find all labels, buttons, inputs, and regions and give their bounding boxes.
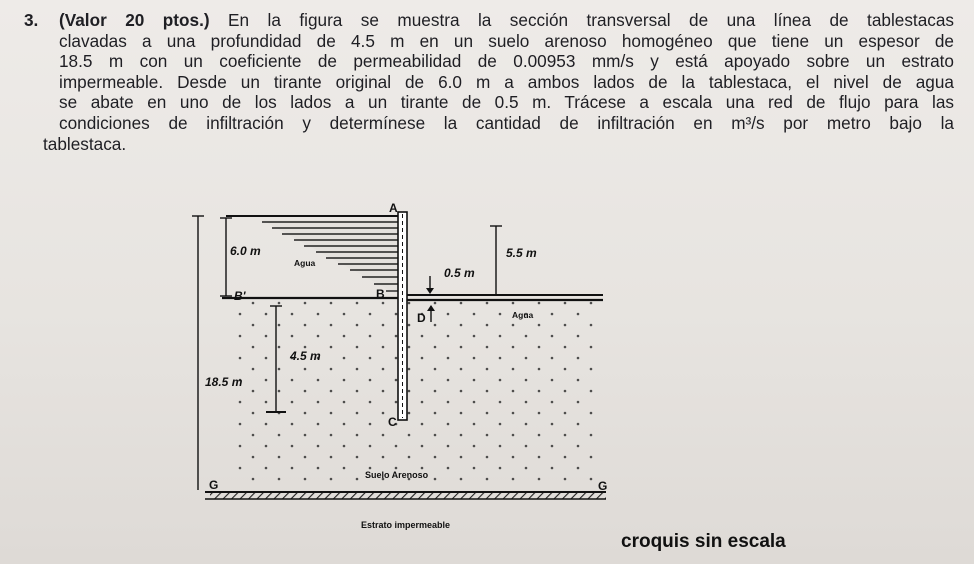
sand-dots bbox=[232, 300, 602, 488]
problem-line: tablestaca. bbox=[43, 133, 127, 154]
label-water-right: Agua bbox=[512, 310, 534, 320]
left-water-hatching bbox=[262, 220, 400, 296]
label-point-b-prime: B' bbox=[234, 289, 246, 303]
label-soil: Suelo Arenoso bbox=[365, 470, 429, 480]
label-point-g-left: G bbox=[209, 478, 219, 492]
right-depth-arrow bbox=[426, 276, 434, 294]
problem-value: (Valor 20 ptos.) bbox=[59, 10, 210, 30]
problem-line: condiciones de infiltración y determínese la cantidad de infiltración en m³/s por metro bajo la bbox=[59, 112, 954, 133]
problem-number: 3. bbox=[24, 10, 39, 30]
label-point-a: A bbox=[389, 201, 398, 215]
label-point-g-right: G bbox=[598, 479, 608, 493]
figure-caption: croquis sin escala bbox=[621, 531, 786, 552]
label-pile-depth: 4.5 m bbox=[290, 349, 321, 363]
label-left-depth: 6.0 m bbox=[230, 244, 261, 258]
problem-line: clavadas a una profundidad de 4.5 m en un suelo arenoso homogéneo que tiene un espesor de bbox=[59, 30, 954, 51]
label-soil-thickness: 18.5 m bbox=[205, 375, 243, 389]
label-point-c: C bbox=[388, 415, 397, 429]
problem-line-text: En la figura se muestra la sección transversal de una línea de tablestacas bbox=[228, 10, 954, 30]
label-impermeable: Estrato impermeable bbox=[361, 520, 451, 530]
problem-line: impermeable. Desde un tirante original de 6.0 m a ambos lados de la tablestaca, el nivel de agua bbox=[59, 71, 954, 92]
label-water-left: Agua bbox=[294, 258, 316, 268]
drop-dimension bbox=[490, 226, 502, 294]
sheet-pile bbox=[398, 212, 407, 420]
problem-line: 18.5 m con un coeficiente de permeabilidad de 0.00953 mm/s y está apoyado sobre un estrato bbox=[59, 51, 954, 72]
label-point-d: D bbox=[417, 311, 426, 325]
soil-thickness-dimension bbox=[192, 216, 204, 490]
label-point-b: B bbox=[376, 287, 385, 301]
impermeable-stratum bbox=[205, 492, 606, 499]
label-drop: 5.5 m bbox=[506, 246, 537, 260]
label-right-depth: 0.5 m bbox=[444, 266, 475, 280]
problem-line: se abate en uno de los lados a un tirante de 0.5 m. Trácese a escala una red de flujo para las bbox=[59, 92, 954, 113]
